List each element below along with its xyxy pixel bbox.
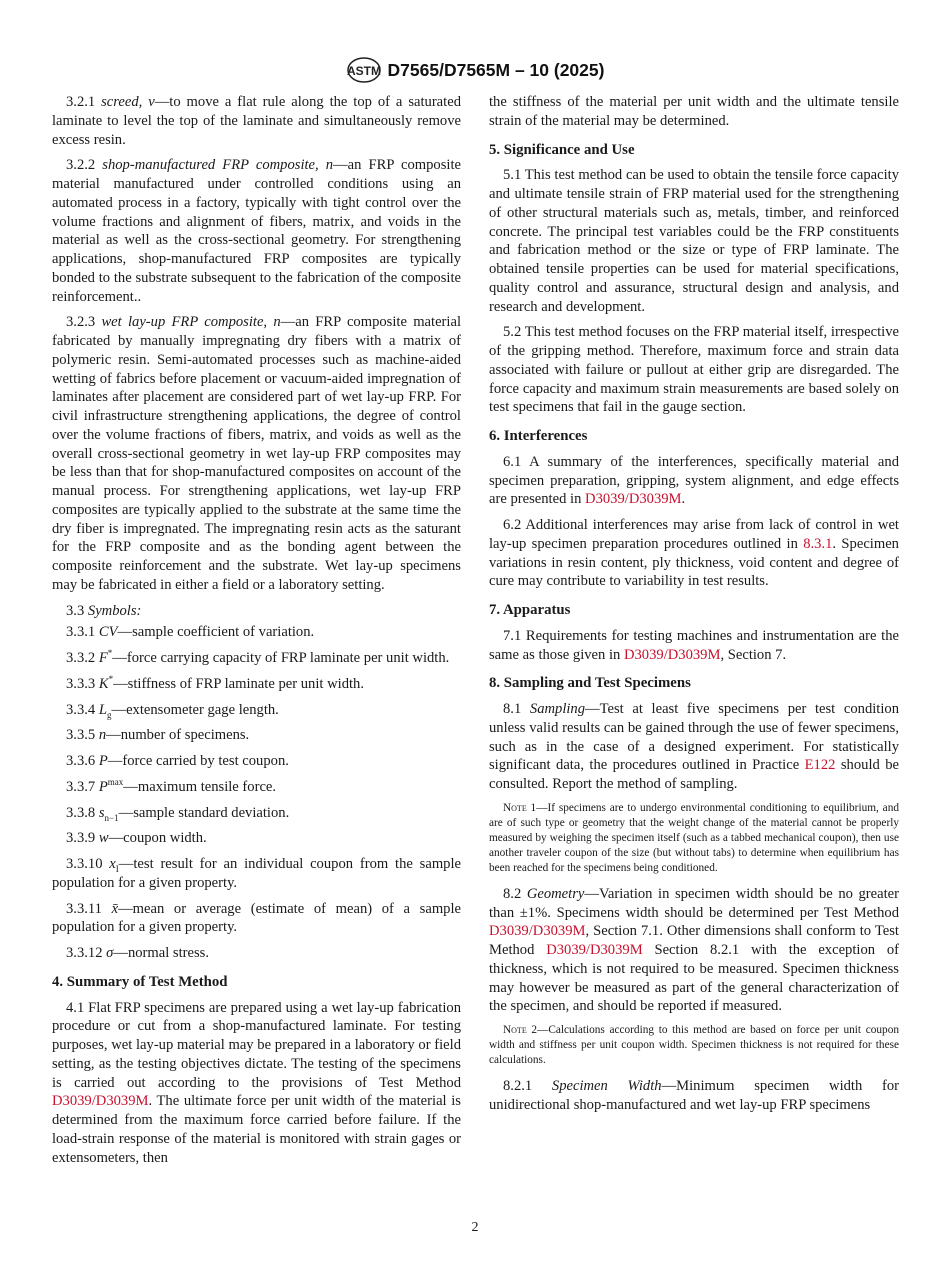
reference-link[interactable]: 8.3.1 <box>803 535 833 552</box>
text-run: Note <box>503 1024 527 1036</box>
text-run: 4.1 Flat FRP specimens are prepared using a wet lay-up fabrication procedure or cut from a shop-manufactured laminate. For testing purposes, wet lay-up material may be prepared in a laboratory or field setting, as the testing objectives dictate. The testing of the specimens is carried out according to the provisions of Test Method <box>52 999 461 1091</box>
text-run: 4. Summary of Test Method <box>52 973 228 990</box>
text-run: —to move a flat rule along the top of a saturated laminate to level the top of the laminate and simultaneously remove excess resin. <box>52 94 461 148</box>
text-run: 7.1 Requirements for testing machines and instrumentation are the same as those given in <box>489 627 899 663</box>
paragraph <box>52 999 461 1168</box>
text-run: —Test at least five specimens per test condition unless valid results can be gained through the use of fewer specimens, such as in the case of a designed experiment. For statistically significant data, the procedures outlined in Practice <box>489 701 899 774</box>
reference-link[interactable]: D3039/D3039M <box>489 923 586 940</box>
paragraph <box>52 855 461 893</box>
right-column <box>489 93 899 1122</box>
text-run: . Specimen variations in resin content, ply thickness, void content and degree of cure may contribute to variability in test results. <box>489 535 899 590</box>
text-run: 5.2 This test method focuses on the FRP material itself, irrespective of the gripping method. Therefore, maximum force and strain data associated with failure or pullout at either grip are disregarded. The force capacity and maximum strain measurements are based solely on test specimens that fail in the gauge section. <box>489 324 899 416</box>
text-run: I <box>115 863 119 874</box>
text-run: —normal stress. <box>113 945 210 961</box>
text-run: 3.3.11 <box>66 900 112 917</box>
paragraph <box>489 166 899 316</box>
paragraph <box>52 900 461 938</box>
paragraph <box>489 627 899 665</box>
text-run: K <box>98 675 109 692</box>
paragraph <box>52 829 461 848</box>
text-run: 6. Interferences <box>489 428 588 444</box>
paragraph <box>52 602 461 621</box>
text-run: Specimen Width <box>551 1078 662 1094</box>
astm-logo-icon <box>346 56 382 84</box>
page-header <box>0 56 950 84</box>
paragraph <box>52 313 461 594</box>
text-run: max <box>107 776 124 787</box>
section-heading <box>489 141 899 160</box>
reference-link[interactable]: D3039/D3039M <box>546 942 643 958</box>
text-run: L <box>98 701 107 718</box>
svg-text:ASTM: ASTM <box>346 64 381 78</box>
paragraph <box>52 778 461 797</box>
text-run: n <box>98 727 107 744</box>
text-run: Section 8.2.1 with the exception of thickness, which is not required to be measured. Specimen thickness may however be measured as part of the general characterization of the specimen, and should be reported if measured. <box>489 942 899 1015</box>
section-heading <box>52 973 461 992</box>
text-run: 6.1 A summary of the interferences, specifically material and specimen preparation, gripping, system alignment, and edge effects are presented in <box>489 453 899 508</box>
text-run: —force carrying capacity of FRP laminate per unit width. <box>112 650 450 666</box>
paragraph <box>489 700 899 794</box>
note-paragraph <box>489 801 899 876</box>
paragraph <box>52 156 461 306</box>
paragraph <box>52 675 461 694</box>
paragraph <box>52 701 461 720</box>
paragraph <box>52 726 461 745</box>
text-run: . <box>681 491 686 508</box>
text-run: 8. Sampling and Test Specimens <box>489 675 691 692</box>
note-paragraph <box>489 1023 899 1068</box>
text-run: —extensometer gage length. <box>111 701 279 718</box>
text-run: should be consulted. Report the method of sampling. <box>489 757 899 792</box>
left-column <box>52 93 461 1174</box>
text-run: wet lay-up FRP composite, n <box>101 314 281 331</box>
text-run: 3.2.1 <box>66 94 102 110</box>
text-run: Note <box>503 801 527 814</box>
text-run: x <box>109 856 116 872</box>
text-run: P <box>98 778 108 795</box>
reference-link[interactable]: D3039/D3039M <box>623 646 721 663</box>
text-run: 8.2 <box>503 885 527 902</box>
paragraph <box>52 649 461 668</box>
paragraph <box>52 804 461 823</box>
text-run: * <box>108 673 114 684</box>
text-run: , Section 7.1. Other dimensions shall conform to Test Method <box>489 923 899 958</box>
paragraph <box>52 752 461 771</box>
text-run: s <box>98 804 105 821</box>
paragraph <box>489 93 899 131</box>
text-run: —number of specimens. <box>106 727 250 744</box>
text-run: 3.3.10 <box>66 856 110 872</box>
paragraph <box>489 323 899 417</box>
text-run: —sample coefficient of variation. <box>117 624 315 641</box>
reference-link[interactable]: E122 <box>804 757 836 774</box>
text-run: 3.3.6 <box>66 753 99 769</box>
text-run: 3.3.5 <box>66 727 99 744</box>
text-run: , Section 7. <box>720 646 787 663</box>
text-run: 5. Significance and Use <box>489 141 635 158</box>
text-run: Geometry <box>526 885 585 902</box>
text-run: 3.3.4 <box>66 701 99 718</box>
text-run: x̄ <box>111 900 119 917</box>
text-run: 3.3 <box>66 602 88 619</box>
text-run: 3.3.2 <box>66 650 99 666</box>
text-run: σ <box>106 945 114 961</box>
text-run: —mean or average (estimate of mean) of a sample population for a given property. <box>52 900 462 936</box>
text-run: —test result for an individual coupon from the sample population for a given property. <box>52 856 461 891</box>
text-run: Sampling <box>529 701 586 717</box>
text-run: 3.3.8 <box>66 804 99 821</box>
text-run: —force carried by test coupon. <box>107 753 289 769</box>
paragraph <box>489 453 899 509</box>
section-heading <box>489 601 899 620</box>
text-run: —coupon width. <box>108 830 207 847</box>
reference-link[interactable]: D3039/D3039M <box>585 491 682 508</box>
reference-link[interactable]: D3039/D3039M <box>52 1093 149 1110</box>
section-heading <box>489 674 899 693</box>
text-run: —Minimum specimen width for unidirectional shop-manufactured and wet lay-up FRP specimens <box>489 1078 899 1113</box>
text-run: F <box>98 650 108 666</box>
text-run: —stiffness of FRP laminate per unit width. <box>113 675 364 692</box>
text-run: 3.3.12 <box>66 945 107 961</box>
text-run: 1—If specimens are to undergo environmental conditioning to equilibrium, and are of such type or geometry that the weight change of the material cannot be properly measured by weighing the specimen itself (such as a tabbed mechanical coupon), then use another traveler coupon of the size (but without tabs) to determine when equilibrium has been reached for the specimens being conditioned. <box>489 801 899 874</box>
document-id: D7565/D7565M – 10 (2025) <box>387 59 605 80</box>
text-run: screed, v <box>101 94 155 110</box>
text-run: P <box>98 753 108 769</box>
text-run: 3.2.2 <box>66 157 103 174</box>
text-run: 5.1 This test method can be used to obtain the tensile force capacity and ultimate tensile strain of FRP material used for the strengthening of other structural materials such as, metals, timber, and reinforced concrete. The principal test variables could be the FRP constituents and fabrication method or the size or type of FRP laminate. The obtained tensile properties can be used for material specifications, quality control and assurance, structural design and analysis, and research and development. <box>489 167 899 315</box>
paragraph <box>52 944 461 963</box>
text-run: shop-manufactured FRP composite, n <box>102 157 334 174</box>
text-run: —Variation in specimen width should be no greater than ±1%. Specimens width should be determined per Test Method <box>489 885 900 921</box>
text-run: 3.3.3 <box>66 675 99 692</box>
paragraph <box>489 885 899 1016</box>
page-number: 2 <box>471 1220 479 1235</box>
text-run: 3.2.3 <box>66 314 102 331</box>
text-run: 3.3.7 <box>66 778 99 795</box>
paragraph <box>489 1077 899 1115</box>
paragraph <box>52 93 461 149</box>
text-run: 8.2.1 <box>503 1078 552 1094</box>
text-run: . The ultimate force per unit width of the material is determined from the maximum force carried before failure. If the load-strain response of the material is monitored with strain gages or extensometers, then <box>52 1093 461 1166</box>
text-run: CV <box>98 624 118 641</box>
text-run: 7. Apparatus <box>489 602 571 618</box>
paragraph <box>52 623 461 642</box>
text-run: —an FRP composite material fabricated by manually impregnating dry fibers with a matrix of polymeric resin. Semi-automated processes such as machine-aided wetting of fabrics before placement or vacuum-aided impregnation of laminates after placement are considered part of wet lay-up FRP. For civil infrastructure strengthening applications, the degree of control over the volume fractions of fibers, matrix, and voids as well as the overall cross-sectional geometry in wet lay-up FRP composites may be less than that for shop-manufactured composites on account of the manual process. For strengthening applications, wet lay-up FRP composites are typically applied to the substrate at the same time the dry fiber is impregnated. The impregnating resin acts as the saturant for the FRP composite and as the bonding agent between the composite reinforcement and the substrate. Wet lay-up specimens may be fabricated in either a field or a laboratory setting. <box>52 314 461 593</box>
text-run: 2—Calculations according to this method are based on force per unit coupon width and stiffness per unit coupon width. Specimen thickness is not required for these calculations. <box>489 1024 899 1066</box>
text-run: Symbols: <box>87 602 142 619</box>
text-run: —an FRP composite material manufactured under controlled conditions using an automated process in a factory, typically with tight control over the volume fractions and alignment of fibers, matrix, and voids in the material as well as the cross-sectional geometry. For strengthening applications, shop-manufactured FRP composites are typically bonded to the substrate subsequent to the fabrication of the composite reinforcement.. <box>52 157 461 305</box>
paragraph <box>489 516 899 591</box>
text-run: the stiffness of the material per unit width and the ultimate tensile strain of the material may be determined. <box>489 94 899 129</box>
text-run: n−1 <box>104 812 119 823</box>
text-run: 3.3.1 <box>66 624 99 641</box>
text-run: 6.2 Additional interferences may arise from lack of control in wet lay-up specimen preparation procedures outlined in <box>489 517 899 552</box>
text-run: 3.3.9 <box>66 830 99 847</box>
text-run: g <box>106 709 112 720</box>
text-run: —sample standard deviation. <box>118 804 290 821</box>
text-run: 8.1 <box>503 701 530 717</box>
text-run: —maximum tensile force. <box>123 778 277 795</box>
text-run: * <box>107 648 113 659</box>
text-run: w <box>98 830 109 847</box>
section-heading <box>489 427 899 446</box>
